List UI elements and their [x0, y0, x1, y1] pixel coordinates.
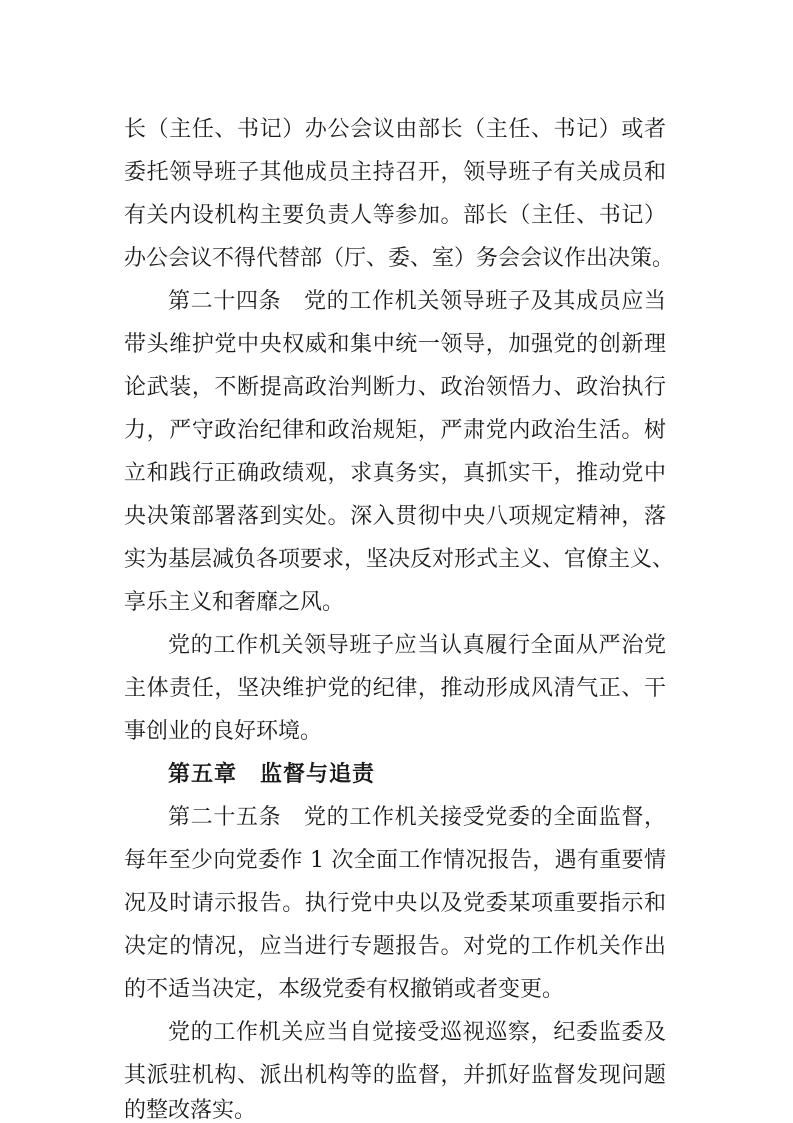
text-line: 享乐主义和奢靡之风。: [124, 590, 345, 615]
text-line: 带头维护党中央权威和集中统一领导，加强党的创新理: [124, 332, 666, 357]
text-line: 况及时请示报告。执行党中央以及党委某项重要指示和: [124, 891, 666, 916]
text-line: 决定的情况，应当进行专题报告。对党的工作机关作出: [124, 934, 666, 959]
text-line: 其派驻机构、派出机构等的监督，并抓好监督发现问题: [124, 1063, 666, 1088]
paragraph-first-line: 党的工作机关领导班子应当认真履行全面从严治党: [168, 633, 666, 658]
text-line: 论武装，不断提高政治判断力、政治领悟力、政治执行: [124, 375, 666, 400]
text-line: 主体责任，坚决维护党的纪律，推动形成风清气正、干: [124, 676, 666, 701]
text-line: 委托领导班子其他成员主持召开，领导班子有关成员和: [124, 160, 666, 185]
chapter-heading: 第五章 监督与追责: [168, 762, 376, 787]
text-line: 有关内设机构主要负责人等参加。部长（主任、书记）: [124, 203, 666, 228]
text-line: 实为基层减负各项要求，坚决反对形式主义、官僚主义、: [124, 547, 675, 572]
article-25-heading-line: 第二十五条 党的工作机关接受党委的全面监督，: [168, 805, 666, 830]
text-line: 的不适当决定，本级党委有权撤销或者变更。: [124, 977, 565, 1002]
text-line: 事创业的良好环境。: [124, 719, 323, 744]
text-line: 每年至少向党委作 1 次全面工作情况报告，遇有重要情: [124, 848, 666, 873]
text-line: 的整改落实。: [124, 1098, 257, 1123]
text-line: 力，严守政治纪律和政治规矩，严肃党内政治生活。树: [124, 418, 666, 443]
text-line: 立和践行正确政绩观，求真务实，真抓实干，推动党中: [124, 461, 666, 486]
text-line: 办公会议不得代替部（厅、委、室）务会会议作出决策。: [124, 246, 675, 271]
text-line: 长（主任、书记）办公会议由部长（主任、书记）或者: [124, 117, 666, 142]
text-line: 央决策部署落到实处。深入贯彻中央八项规定精神，落: [124, 504, 666, 529]
article-24-heading-line: 第二十四条 党的工作机关领导班子及其成员应当: [168, 289, 666, 314]
paragraph-first-line: 党的工作机关应当自觉接受巡视巡察，纪委监委及: [168, 1020, 666, 1045]
